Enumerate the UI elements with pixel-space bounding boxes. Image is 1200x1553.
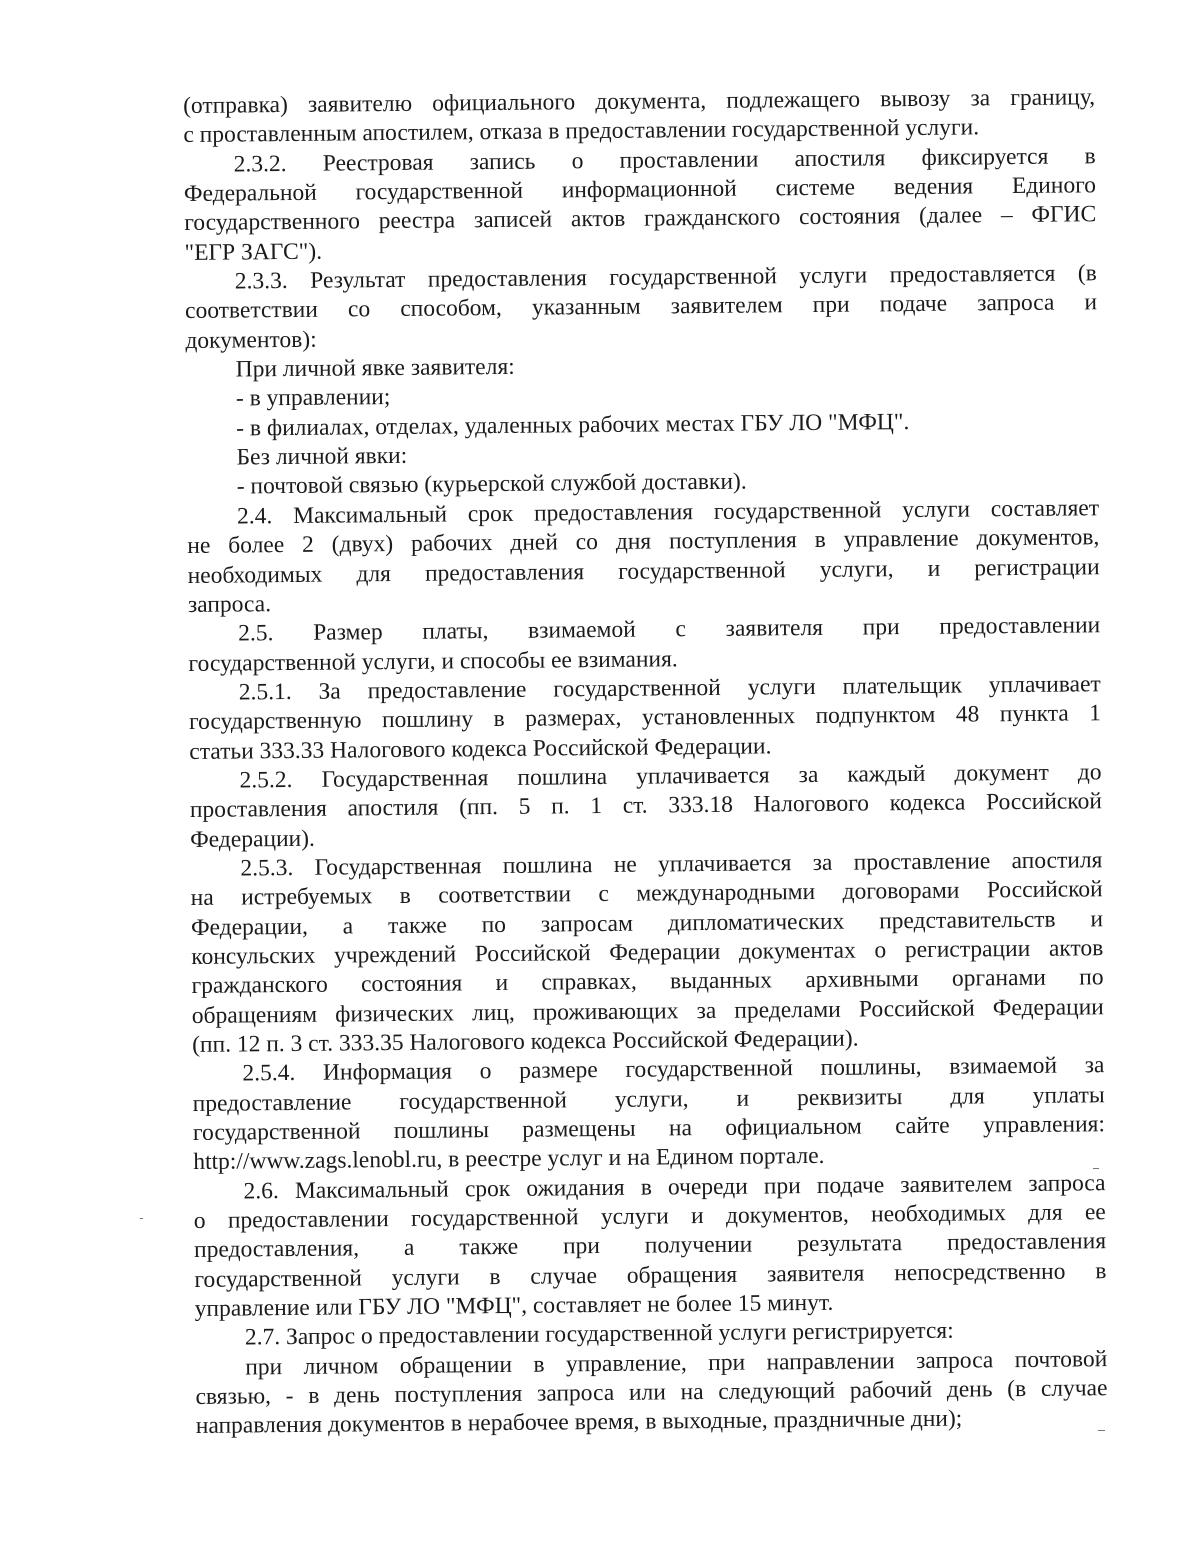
text-line: При личной явке заявителя: bbox=[235, 353, 515, 383]
text-line: - в филиалах, отделах, удаленных рабочих местах ГБУ ЛО "МФЦ". bbox=[236, 408, 910, 442]
text-line: о предоставлении государственной услуги и документов, необходимых для ее bbox=[193, 1199, 1106, 1235]
text-line: http://www.zags.lenobl.ru, в реестре услуг и на Едином портале. bbox=[193, 1143, 825, 1176]
text-line: консульских учреждений Российской Федерации документах о регистрации актов bbox=[191, 935, 1104, 970]
text-line: 2.5.2. Государственная пошлина уплачивается за каждый документ до bbox=[239, 759, 1102, 794]
text-line: с проставленным апостилем, отказа в предоставлении государственной услуги. bbox=[183, 114, 980, 149]
text-line: государственной пошлины размещены на официальном сайте управления: bbox=[192, 1111, 1106, 1146]
text-line: Без личной явки: bbox=[236, 442, 408, 471]
scan-speck bbox=[1098, 1430, 1105, 1431]
text-line: на истребуемых в соответствии с международными договорами Российской bbox=[190, 876, 1103, 912]
text-line: управление или ГБУ ЛО "МФЦ", составляет не более 15 минут. bbox=[194, 1289, 834, 1323]
text-line: - почтовой связью (курьерской службой доставки). bbox=[236, 469, 747, 500]
text-line: предоставления, а также при получении результата предоставления bbox=[193, 1228, 1107, 1264]
text-line: при личном обращении в управление, при направлении запроса почтовой bbox=[245, 1345, 1108, 1381]
text-line: 2.6. Максимальный срок ожидания в очереди при подаче заявителем запроса bbox=[243, 1169, 1106, 1205]
text-line: не более 2 (двух) рабочих дней со дня поступления в управление документов, bbox=[187, 524, 1100, 560]
text-line: связью, - в день поступления запроса или на следующий рабочий день (в случае bbox=[195, 1375, 1108, 1411]
text-line: запроса. bbox=[187, 591, 272, 618]
text-line: Федеральной государственной информационной системе ведения Единого bbox=[183, 172, 1097, 208]
text-line: предоставление государственной услуги, и реквизиты для уплаты bbox=[192, 1081, 1105, 1117]
text-line: проставления апостиля (пп. 5 п. 1 ст. 333.18 Налогового кодекса Российской bbox=[189, 788, 1102, 824]
text-line: Федерации, а также по запросам дипломатических представительств и bbox=[190, 905, 1104, 941]
text-line: 2.7. Запрос о предоставлении государственной услуги регистрируется: bbox=[244, 1318, 954, 1351]
document-body bbox=[183, 83, 1108, 1442]
text-line: 2.3.2. Реестровая запись о проставлении апостиля фиксируется в bbox=[233, 142, 1096, 178]
text-line: 2.5.1. За предоставление государственной услуги плательщик уплачивает bbox=[238, 671, 1101, 706]
text-line: гражданского состояния и справках, выданных архивными органами по bbox=[191, 964, 1104, 1000]
text-line: государственной услуги, и способы ее взимания. bbox=[188, 645, 678, 677]
text-line: статьи 333.33 Налогового кодекса Российской Федерации. bbox=[189, 732, 772, 765]
text-line: соответствии со способом, указанным заявителем при подаче запроса и bbox=[184, 289, 1098, 325]
text-line: обращениям физических лиц, проживающих за пределами Российской Федерации bbox=[191, 993, 1104, 1029]
scan-speck bbox=[1093, 1168, 1099, 1169]
text-line: необходимых для предоставления государственной услуги, и регистрации bbox=[187, 553, 1100, 589]
text-line: документов): bbox=[185, 326, 317, 354]
text-line: Федерации). bbox=[190, 825, 315, 853]
text-line: 2.5.3. Государственная пошлина не уплачивается за проставление апостиля bbox=[240, 847, 1103, 882]
text-line: государственной услуги в случае обращения заявителя непосредственно в bbox=[194, 1257, 1107, 1293]
text-line: 2.5.4. Информация о размере государственной пошлины, взимаемой за bbox=[242, 1052, 1105, 1087]
text-line: направления документов в нерабочее время, в выходные, праздничные дни); bbox=[195, 1406, 963, 1440]
text-line: 2.4. Максимальный срок предоставления государственной услуги составляет bbox=[236, 495, 1100, 530]
text-line: 2.3.3. Результат предоставления государственной услуги предоставляется (в bbox=[234, 260, 1097, 295]
text-line: (отправка) заявителю официального документа, подлежащего вывозу за границу, bbox=[183, 84, 1096, 119]
text-line: (пп. 12 п. 3 ст. 333.35 Налогового кодекса Российской Федерации). bbox=[192, 1025, 859, 1058]
text-line: государственного реестра записей актов гражданского состояния (далее – ФГИС bbox=[184, 201, 1097, 237]
text-line: "ЕГР ЗАГС"). bbox=[184, 238, 323, 266]
text-line: - в управлении; bbox=[235, 384, 391, 412]
scan-speck bbox=[140, 1218, 143, 1219]
text-line: 2.5. Размер платы, взимаемой с заявителя при предоставлении bbox=[238, 612, 1101, 647]
text-line: государственную пошлину в размерах, установленных подпунктом 48 пункта 1 bbox=[188, 700, 1102, 736]
